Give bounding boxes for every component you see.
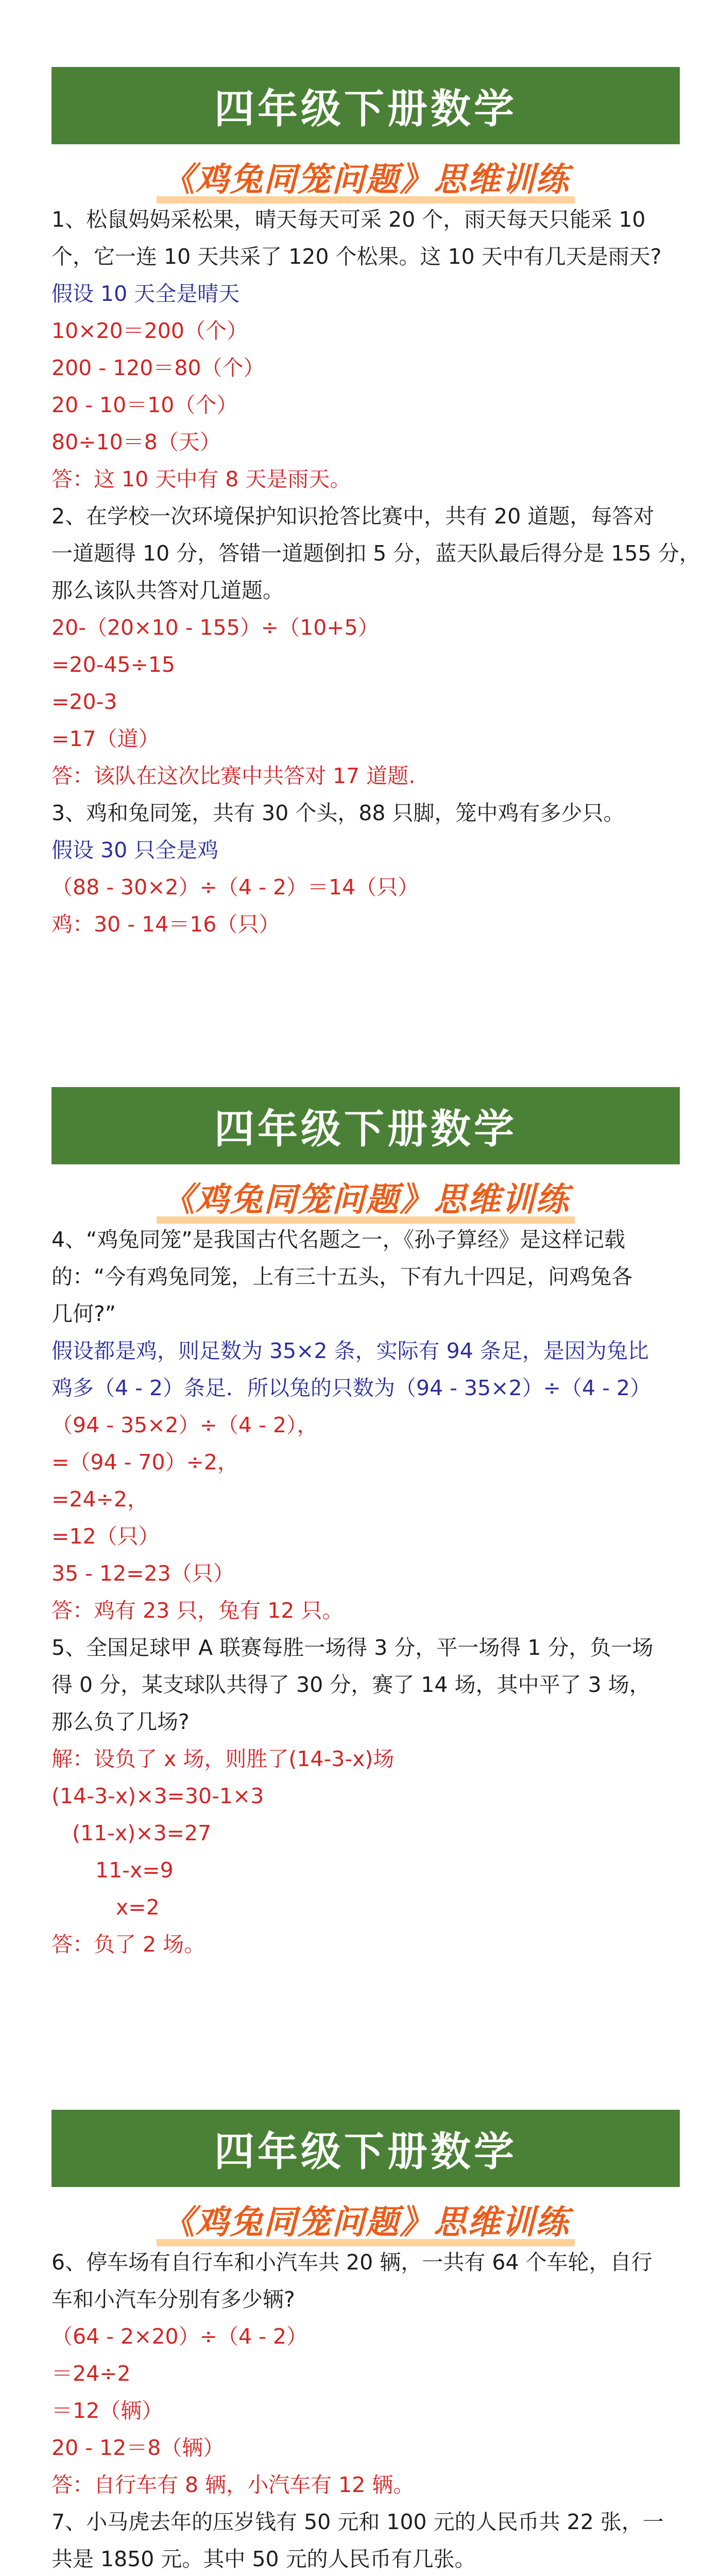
solution-2-step-1: 20-（20×10 - 155）÷（10+5）	[52, 615, 379, 640]
solution-2-step-3: =20-3	[52, 689, 117, 714]
answer-2: 答：该队在这次比赛中共答对 17 道题.	[52, 764, 416, 788]
subtitle: 《鸡兔同笼问题》思维训练	[157, 1173, 575, 1221]
solution-1-step-2: 200 - 120＝80（个）	[52, 355, 265, 380]
question-2-line-1: 2、在学校一次环境保护知识抢答比赛中，共有 20 道题，每答对	[52, 504, 655, 529]
question-4-line-2: 的：“今有鸡兔同笼，上有三十五头，下有九十四足，问鸡兔各	[52, 1264, 633, 1289]
answer-1: 答：这 10 天中有 8 天是雨天。	[52, 467, 351, 492]
subtitle: 《鸡兔同笼问题》思维训练	[157, 2196, 575, 2243]
solution-1-assumption: 假设 10 天全是晴天	[52, 281, 240, 306]
section-header-banner	[52, 2110, 680, 2187]
solution-3-assumption: 假设 30 只全是鸡	[52, 838, 219, 862]
banner-title: 四年级下册数学	[214, 2129, 517, 2175]
question-1-line-1: 1、松鼠妈妈采松果，晴天每天可采 20 个，雨天每天只能采 10	[52, 207, 646, 232]
subtitle-row	[52, 2191, 680, 2248]
solution-6-step-3: ＝12（辆）	[52, 2398, 163, 2423]
question-1-line-2: 个，它一连 10 天共采了 120 个松果。这 10 天中有几天是雨天?	[52, 244, 662, 269]
subtitle: 《鸡兔同笼问题》思维训练	[157, 153, 575, 200]
question-7-line-1: 7、小马虎去年的压岁钱有 50 元和 100 元的人民币共 22 张，一	[52, 2510, 664, 2534]
solution-6-step-4: 20 - 12＝8（辆）	[52, 2435, 225, 2460]
solution-4-step-1: （94 - 35×2）÷（4 - 2），	[52, 1413, 318, 1437]
solution-5-step-4: 11-x=9	[95, 1858, 174, 1883]
section-header-banner	[52, 1087, 680, 1164]
question-6-line-2: 车和小汽车分别有多少辆?	[52, 2287, 295, 2312]
banner-title: 四年级下册数学	[214, 1106, 517, 1153]
solution-1-step-4: 80÷10＝8（天）	[52, 430, 221, 454]
solution-4-explanation-2: 鸡多（4 - 2）条足．所以兔的只数为（94 - 35×2）÷（4 - 2）	[52, 1376, 651, 1400]
solution-5-step-5: x=2	[116, 1895, 160, 1920]
question-2-line-3: 那么该队共答对几道题。	[52, 578, 284, 603]
solution-6-step-1: （64 - 2×20）÷（4 - 2）	[52, 2324, 308, 2349]
question-4-line-3: 几何?”	[52, 1301, 116, 1326]
solution-4-step-3: =24÷2，	[52, 1487, 148, 1512]
solution-2-step-4: =17（道）	[52, 726, 160, 751]
question-7-line-2: 共是 1850 元。其中 50 元的人民币有几张。	[52, 2547, 476, 2571]
solution-5-step-2: (14-3-x)×3=30-1×3	[52, 1784, 264, 1808]
solution-2-step-2: =20-45÷15	[52, 652, 176, 677]
answer-5: 答：负了 2 场。	[52, 1932, 205, 1957]
banner-title: 四年级下册数学	[214, 86, 517, 132]
solution-4-step-4: =12（只）	[52, 1524, 160, 1549]
solution-1-step-3: 20 - 10＝10（个）	[52, 393, 238, 417]
answer-4: 答：鸡有 23 只，兔有 12 只。	[52, 1598, 344, 1623]
solution-5-step-3: (11-x)×3=27	[72, 1821, 212, 1845]
section-header-banner	[52, 67, 680, 144]
question-5-line-1: 5、全国足球甲 A 联赛每胜一场得 3 分，平一场得 1 分，负一场	[52, 1635, 654, 1660]
question-5-line-3: 那么负了几场?	[52, 1709, 190, 1734]
solution-5-step-1: 解：设负了 x 场，则胜了(14-3-x)场	[52, 1747, 394, 1771]
subtitle-row	[52, 148, 680, 205]
solution-4-step-2: =（94 - 70）÷2，	[52, 1450, 238, 1475]
question-6-line-1: 6、停车场有自行车和小汽车共 20 辆，一共有 64 个车轮，自行	[52, 2250, 653, 2275]
solution-3-step-1: （88 - 30×2）÷（4 - 2）＝14（只）	[52, 875, 419, 900]
solution-6-step-2: ＝24÷2	[52, 2361, 131, 2386]
question-3-line-1: 3、鸡和兔同笼，共有 30 个头，88 只脚，笼中鸡有多少只。	[52, 801, 625, 825]
solution-4-explanation-1: 假设都是鸡，则足数为 35×2 条，实际有 94 条足，是因为兔比	[52, 1338, 649, 1363]
question-2-line-2: 一道题得 10 分，答错一道题倒扣 5 分，蓝天队最后得分是 155 分，	[52, 541, 700, 566]
subtitle-row	[52, 1168, 680, 1225]
solution-4-step-5: 35 - 12=23（只）	[52, 1561, 234, 1586]
question-5-line-2: 得 0 分，某支球队共得了 30 分，赛了 14 场，其中平了 3 场，	[52, 1672, 650, 1697]
solution-3-step-2: 鸡：30 - 14＝16（只）	[52, 912, 280, 937]
question-4-line-1: 4、“鸡兔同笼”是我国古代名题之一，《孙子算经》是这样记载	[52, 1227, 626, 1252]
answer-6: 答：自行车有 8 辆，小汽车有 12 辆。	[52, 2472, 415, 2497]
solution-1-step-1: 10×20＝200（个）	[52, 318, 248, 343]
